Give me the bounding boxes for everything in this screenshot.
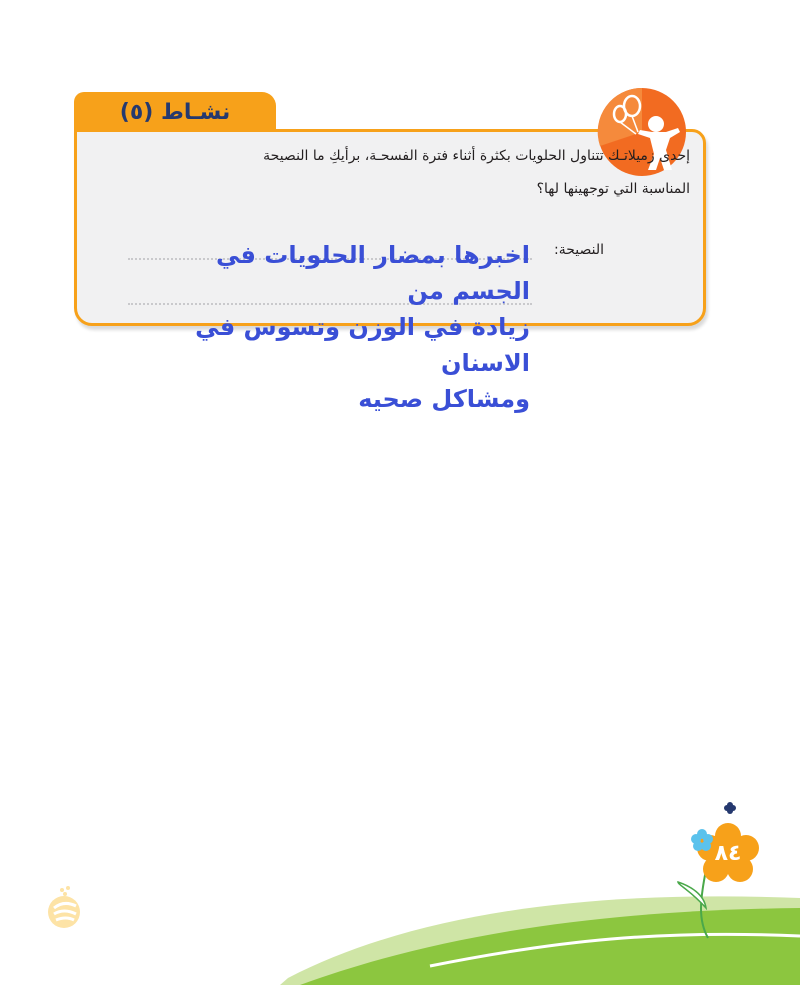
answer-text-line-1: اخبرها بمضار الحلويات في الجسم من xyxy=(215,241,530,305)
handwritten-answer xyxy=(130,237,530,417)
page-number: ٨٤ xyxy=(714,841,742,866)
advice-label: النصيحة: xyxy=(553,242,604,258)
question-line-2: المناسبة التي توجهينها لها؟ xyxy=(536,181,690,197)
answer-text-line-2: زيادة في الوزن وتسوس في الاسنان xyxy=(195,313,530,377)
question-text xyxy=(185,140,690,206)
activity-tab xyxy=(74,92,276,132)
activity-title: نشـاط (٥) xyxy=(119,99,231,125)
page-decoration xyxy=(0,790,800,989)
question-line-1: إحدى زميلاتـك تتناول الحلويات بكثرة أثناء فترة الفسحـة، برأيكِ ما النصيحة xyxy=(263,148,690,164)
answer-text-line-3: ومشاكل صحيه xyxy=(358,385,530,413)
publisher-logo-icon xyxy=(44,882,84,936)
tiny-navy-flower-icon xyxy=(724,802,736,814)
